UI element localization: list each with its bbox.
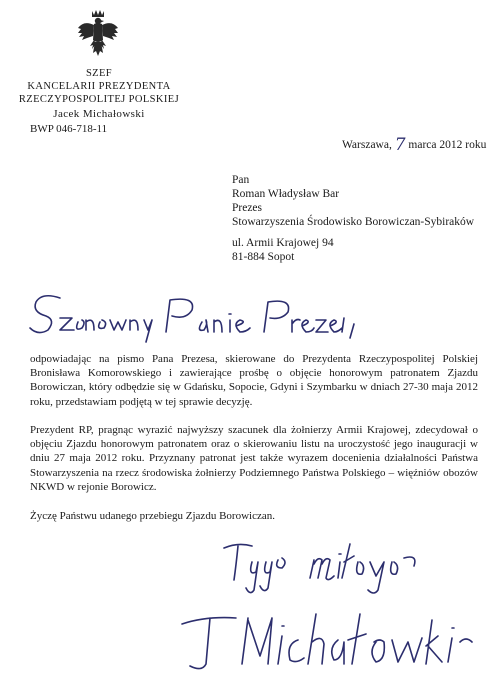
header-title-republic: RZECZYPOSPOLITEJ POLSKIEJ [18, 94, 180, 105]
letter-date [342, 133, 486, 153]
handwritten-greeting [20, 288, 360, 350]
paragraph-2: Prezydent RP, pragnąc wyrazić najwyższy szacunek dla żołnierzy Armii Krajowej, zdecydował o objęciu Zjazdu honorowym patronatem oraz o skierowaniu listu na uroczystość jego inauguracji w dniu 27 maja 2012 roku. Przyznany patronat jest także wyrazem docenienia działalności Państwa Stowarzyszenia na rzecz środowiska żołnierzy Podziemnego Państwa Polskiego – więźniów obozów NKWD w rejonie Borowicz. [30, 424, 478, 493]
paragraph-1: odpowiadając na pismo Pana Prezesa, skierowane do Prezydenta Rzeczypospolitej Polskiej Bronisława Komorowskiego i zawierające prośbę o objęcie honorowym patronatem Zjazdu Borowiczan, który odbędzie się w Gdańsku, Sopocie, Gdyni i Szymbarku w dniach 27-30 maja 2012 roku, przedstawiam podjętą w tej sprawie decyzję. [30, 353, 478, 408]
handwritten-closing [218, 536, 428, 598]
date-rest: marca 2012 roku [408, 139, 487, 151]
header-title-szef: SZEF [85, 68, 113, 79]
recipient-city: 81-884 Sopot [232, 251, 295, 263]
date-place: Warszawa, [342, 139, 392, 151]
recipient-name: Roman Władysław Bar [232, 188, 340, 200]
recipient-salutation: Pan [232, 174, 250, 186]
handwritten-signature [176, 606, 476, 678]
paragraph-3: Życzę Państwu udanego przebiegu Zjazdu Borowiczan. [30, 510, 275, 522]
recipient-street: ul. Armii Krajowej 94 [232, 237, 334, 249]
polish-eagle-emblem-icon [76, 8, 120, 60]
reference-number: BWP 046-718-11 [30, 123, 108, 135]
header-name: Jacek Michałowski [53, 108, 145, 120]
date-day-handwritten: 7 [394, 135, 406, 155]
recipient-position: Prezes [232, 202, 263, 214]
recipient-organization: Stowarzyszenia Środowisko Borowiczan-Sybiraków [232, 216, 475, 228]
header-title-chancellery: KANCELARII PREZYDENTA [27, 81, 171, 92]
